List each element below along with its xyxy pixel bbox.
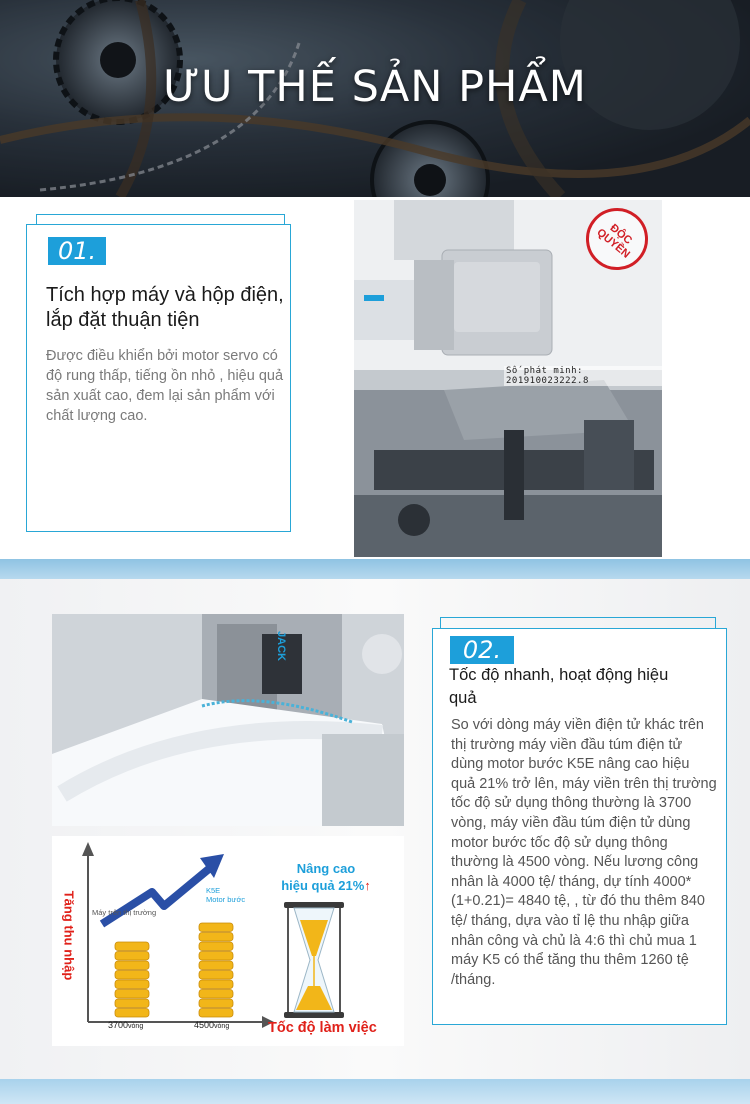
hero-banner bbox=[0, 0, 750, 197]
hourglass-icon bbox=[284, 902, 344, 1018]
sewing-machine-photo bbox=[52, 614, 404, 826]
section-divider bbox=[0, 559, 750, 579]
feature2-title: Tốc độ nhanh, hoạt động hiệu quả bbox=[449, 666, 669, 707]
bar2-label-line2: Motor bước bbox=[206, 895, 246, 904]
chart-x-label: Tốc độ làm việc bbox=[268, 1020, 377, 1036]
machine-motor-photo bbox=[354, 200, 662, 557]
feature2-number: 02. bbox=[450, 636, 514, 664]
tick-4500-value: 4500 bbox=[194, 1020, 215, 1030]
jack-brand-label: JACK bbox=[274, 631, 287, 661]
patent-number: Số phát minh: 201910023222.8 bbox=[504, 366, 662, 386]
bottom-band bbox=[0, 1079, 750, 1104]
chart-y-label: Tăng thu nhập bbox=[61, 890, 77, 981]
coin-bar-1 bbox=[115, 942, 149, 1017]
exclusive-stamp: ĐỘC QUYỀN bbox=[573, 200, 660, 283]
income-speed-chart bbox=[52, 836, 404, 1046]
up-arrow-icon: ↑ bbox=[364, 878, 371, 893]
feature1-number: 01. bbox=[48, 237, 106, 265]
bar2-label bbox=[206, 886, 245, 904]
efficiency-badge bbox=[266, 860, 386, 894]
feature2-description: So với dòng máy viền điện tử khác trên thị trường máy viền đầu túm điện tử dùng motor bước K5E nâng cao hiệu quả 21% trở lên, máy viền trên thị trường tốc độ sử dụng thông thường là 3700 vòng, máy viền đầu túm điện tử dùng motor bước tốc độ sử dụng thông thường là 4500 vòng. Nếu lương công nhân là 4000 tệ/ tháng, dự tính 4000*(1+0.21)= 4840 tệ, , từ đó thu thêm 840 tệ/ tháng, dựa vào tỉ lệ thu nhập giữa nhân công và chủ là 4:6 thì chủ mua 1 máy K5 có thể tăng thu thêm 1260 tệ /tháng. bbox=[451, 717, 717, 988]
feature1-description: Được điều khiển bởi motor servo có độ rung thấp, tiếng ồn nhỏ , hiệu quả sản xuất cao, đem lại sản phẩm với chất lượng cao. bbox=[46, 348, 284, 424]
feature1-title: Tích hợp máy và hộp điện, lắp đặt thuận tiện bbox=[46, 284, 284, 331]
tick-4500-unit: vòng bbox=[214, 1023, 230, 1030]
coin-bar-2 bbox=[199, 923, 233, 1017]
tick-3700-value: 3700 bbox=[108, 1020, 129, 1030]
bar2-label-line1: K5E bbox=[206, 886, 221, 895]
tick-3700 bbox=[108, 1020, 143, 1030]
bar1-label: Máy trên thị trường bbox=[92, 908, 157, 917]
efficiency-badge-text: hiệu quả 21% bbox=[281, 878, 365, 893]
efficiency-badge-line2 bbox=[266, 877, 386, 894]
tick-4500 bbox=[194, 1020, 229, 1030]
y-axis-arrow bbox=[82, 842, 94, 856]
efficiency-badge-line1: Nâng cao bbox=[296, 861, 356, 876]
page-title: ƯU THẾ SẢN PHẨM bbox=[163, 62, 587, 112]
tick-3700-unit: vòng bbox=[128, 1023, 144, 1030]
